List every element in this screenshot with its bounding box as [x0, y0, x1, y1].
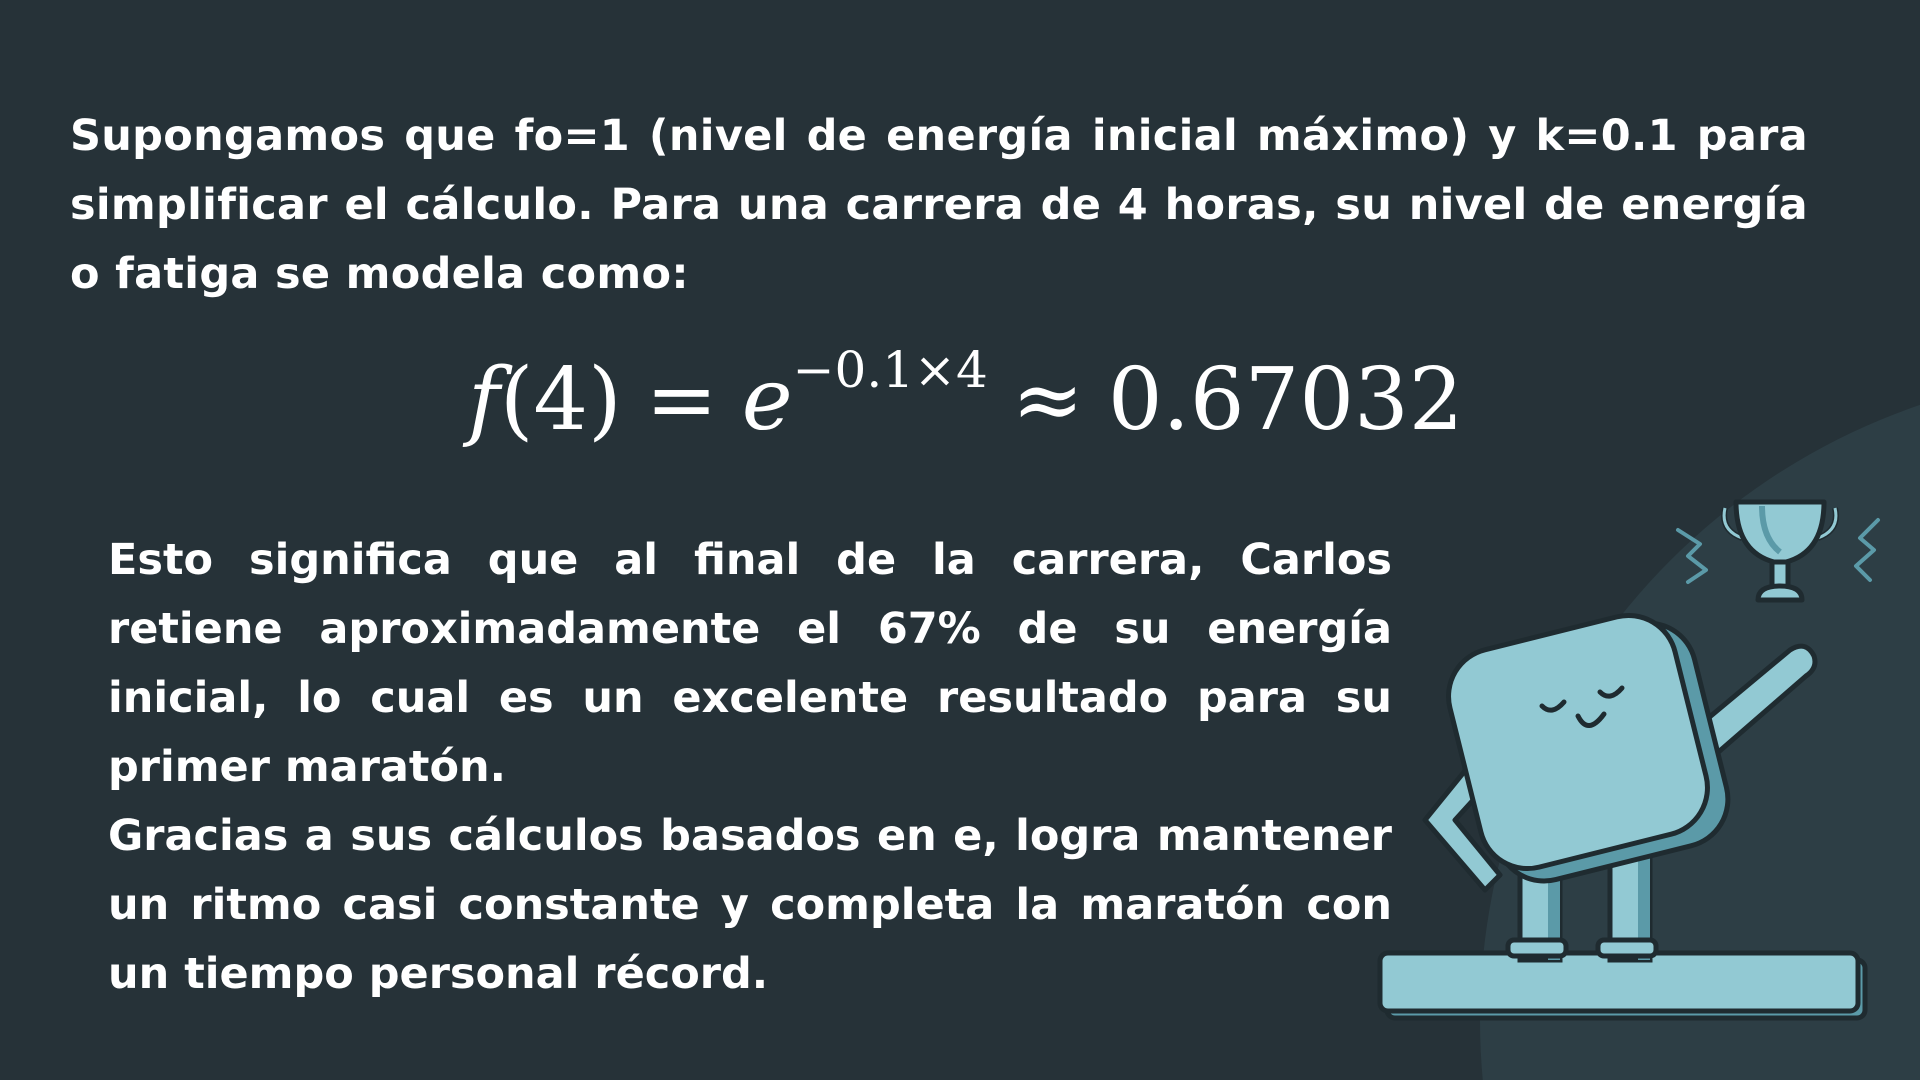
trophy-icon [1724, 502, 1836, 600]
formula [468, 340, 1463, 460]
result-paragraph: Esto significa que al final de la carrera, Carlos retiene aproximadamente el 67% de su energía inicial, lo cual es un excelente resultado para su primer maratón. [108, 535, 1392, 792]
character-right-arm [1700, 646, 1815, 755]
formula-function: f [468, 350, 500, 450]
formula-approx: ≈ [1011, 350, 1084, 450]
formula-result: 0.67032 [1107, 350, 1464, 450]
formula-exponent: −0.1×4 [792, 341, 988, 400]
trophy-character-illustration [1370, 490, 1890, 1030]
formula-equals: = [645, 350, 718, 450]
conclusion-paragraph: Gracias a sus cálculos basados en e, logra mantener un ritmo casi constante y completa la maratón con un tiempo personal récord. [108, 811, 1392, 999]
formula-argument: (4) [499, 350, 622, 450]
intro-paragraph: Supongamos que fo=1 (nivel de energía inicial máximo) y k=0.1 para simplificar el cálculo. Para una carrera de 4 horas, su nivel de energía o fatiga se modela como: [70, 111, 1808, 299]
podium [1380, 953, 1865, 1018]
formula-base: e [741, 350, 793, 450]
